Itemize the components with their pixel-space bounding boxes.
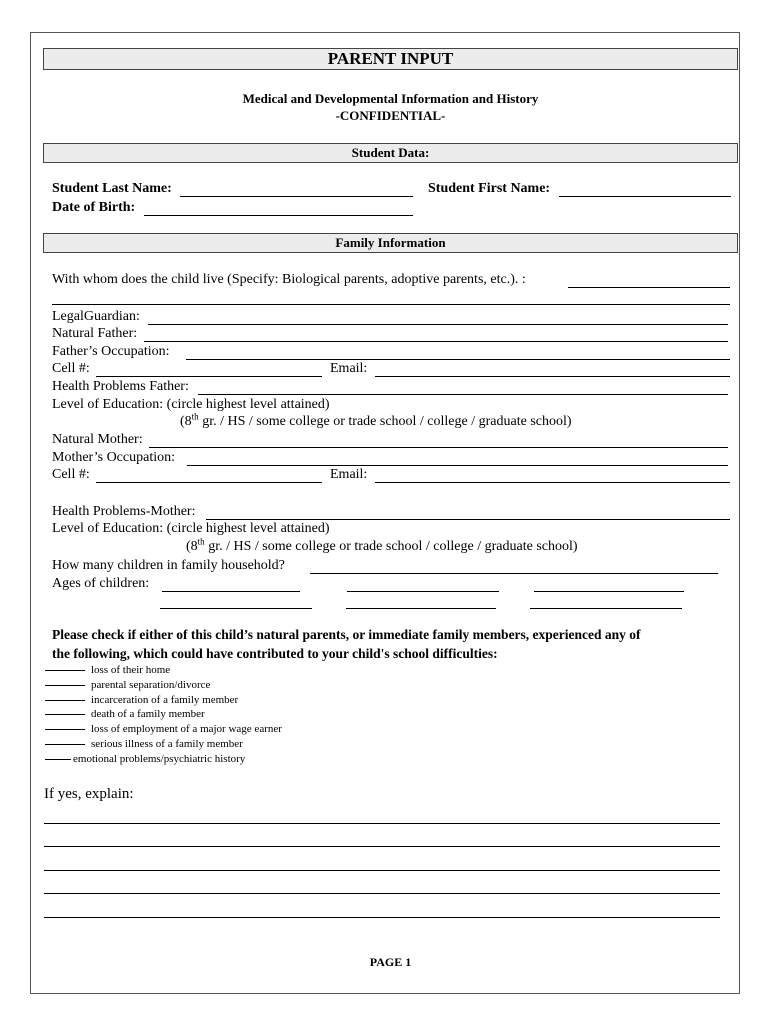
explain-line[interactable] [44,846,720,847]
explain-line[interactable] [44,893,720,894]
page-title: PARENT INPUT [43,48,738,70]
checklist-prompt-line2: the following, which could have contributed to your child's school difficulties: [52,646,498,661]
age-field[interactable] [160,608,312,609]
health-mother-field[interactable] [206,519,730,520]
checklist-item[interactable]: emotional problems/psychiatric history [45,753,245,765]
dob-label: Date of Birth: [52,200,136,215]
mother-occupation-label: Mother’s Occupation: [52,450,175,465]
legal-guardian-label: LegalGuardian: [52,309,140,324]
family-information-label: Family Information [335,235,446,250]
father-occupation-label: Father’s Occupation: [52,344,170,359]
lives-with-field-continued[interactable] [52,304,730,305]
student-last-name-label: Student Last Name: [52,181,172,196]
checklist-prompt-line1: Please check if either of this child’s natural parents, or immediate family members, experienced any of [52,627,641,642]
confidential-label: -CONFIDENTIAL- [335,108,446,123]
father-occupation-field[interactable] [186,359,730,360]
mother-occupation-field[interactable] [187,465,728,466]
lives-with-label: With whom does the child live (Specify: Biological parents, adoptive parents, etc.). : [52,272,526,287]
explain-line[interactable] [44,823,720,824]
family-information-header [43,233,738,253]
check-blank[interactable] [45,744,85,745]
check-blank[interactable] [45,729,85,730]
children-count-field[interactable] [310,573,718,574]
health-father-label: Health Problems Father: [52,379,189,394]
age-field[interactable] [162,591,300,592]
health-mother-label: Health Problems-Mother: [52,504,196,519]
student-first-name-field[interactable] [559,196,731,197]
legal-guardian-field[interactable] [148,324,728,325]
student-data-header [43,143,738,163]
mother-education-label: Level of Education: (circle highest level attained) [52,521,330,536]
mother-email-label: Email: [330,467,368,482]
student-last-name-field[interactable] [180,196,413,197]
natural-father-label: Natural Father: [52,326,138,341]
check-blank[interactable] [45,714,85,715]
explain-label: If yes, explain: [44,786,134,802]
father-education-label: Level of Education: (circle highest level attained) [52,397,330,412]
explain-line[interactable] [44,870,720,871]
health-father-field[interactable] [198,394,728,395]
natural-mother-field[interactable] [149,447,728,448]
check-blank[interactable] [45,670,85,671]
check-blank[interactable] [45,700,85,701]
age-field[interactable] [347,591,499,592]
checklist-item[interactable]: loss of their home [45,664,170,676]
dob-field[interactable] [144,215,413,216]
father-cell-field[interactable] [96,376,322,377]
father-cell-label: Cell #: [52,361,90,376]
ages-label: Ages of children: [52,576,150,591]
mother-cell-field[interactable] [96,482,322,483]
children-count-label: How many children in family household? [52,558,285,573]
mother-email-field[interactable] [375,482,730,483]
age-field[interactable] [534,591,684,592]
natural-mother-label: Natural Mother: [52,432,143,447]
age-field[interactable] [530,608,682,609]
lives-with-field[interactable] [568,287,730,288]
student-first-name-label: Student First Name: [428,181,551,196]
form-subtitle: Medical and Developmental Information and History [242,91,539,106]
explain-line[interactable] [44,917,720,918]
checklist-item[interactable]: loss of employment of a major wage earner [45,723,282,735]
checklist-item[interactable]: death of a family member [45,708,205,720]
natural-father-field[interactable] [144,341,728,342]
check-blank[interactable] [45,685,85,686]
check-blank[interactable] [45,759,71,760]
checklist-item[interactable]: serious illness of a family member [45,738,243,750]
age-field[interactable] [346,608,496,609]
mother-education-options[interactable]: (8th gr. / HS / some college or trade school / college / graduate school) [186,536,578,554]
student-data-label: Student Data: [351,145,430,160]
father-email-field[interactable] [375,376,730,377]
checklist-item[interactable]: parental separation/divorce [45,679,210,691]
father-email-label: Email: [330,361,368,376]
father-education-options[interactable]: (8th gr. / HS / some college or trade school / college / graduate school) [180,411,572,429]
checklist-item[interactable]: incarceration of a family member [45,694,238,706]
mother-cell-label: Cell #: [52,467,90,482]
page-number: PAGE 1 [369,955,412,969]
